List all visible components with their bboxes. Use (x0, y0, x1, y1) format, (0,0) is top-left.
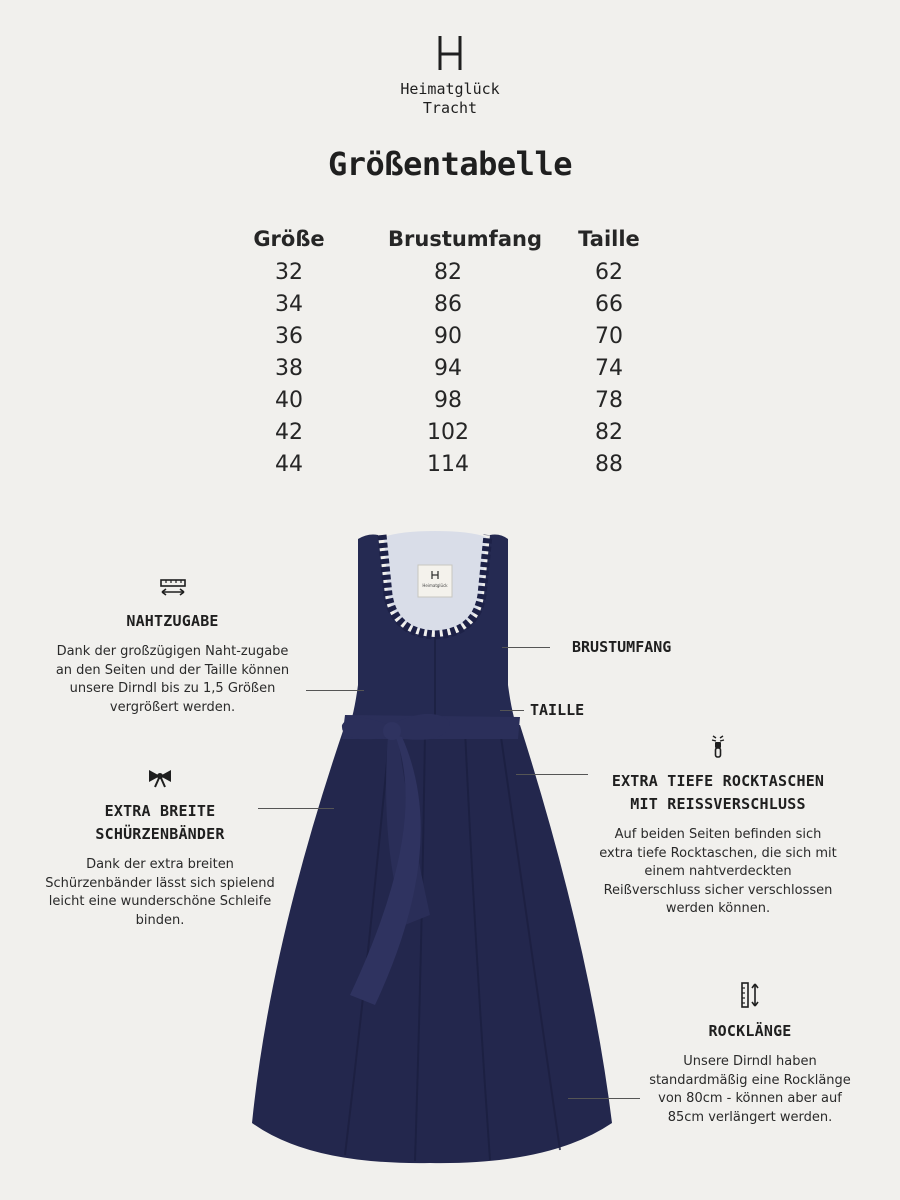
bow-icon (147, 768, 173, 788)
brand-h-icon (435, 34, 465, 72)
feature-description: Dank der extra breiten Schürzenbänder lässt sich spielend leicht eine wunderschöne Schleife binden. (45, 857, 275, 928)
waist-cell: 82 (595, 419, 623, 445)
garment-label (418, 565, 452, 597)
ruler-arrows-icon (159, 578, 187, 598)
size-cell: 32 (275, 259, 303, 285)
size-cell: 34 (275, 291, 303, 317)
table-row (190, 384, 710, 416)
apron-bow-knot (383, 722, 401, 740)
feature-description: Unsere Dirndl haben standardmäßig eine Rocklänge von 80cm - können aber auf 85cm verlängert werden. (649, 1054, 851, 1125)
table-row (190, 288, 710, 320)
size-cell: 36 (275, 323, 303, 349)
size-cell: 40 (275, 387, 303, 413)
vertical-ruler-icon (740, 982, 760, 1008)
feature-title: ROCKLÄNGE (708, 1022, 792, 1040)
bust-cell: 98 (434, 387, 462, 413)
size-cell: 44 (275, 451, 303, 477)
brand-logo-mark (0, 34, 900, 76)
feature-nahtzugabe (55, 578, 290, 717)
bust-cell: 102 (427, 419, 469, 445)
waist-cell: 70 (595, 323, 623, 349)
table-header-row (190, 222, 710, 256)
feature-title-line1: EXTRA BREITE (104, 802, 216, 820)
size-cell: 38 (275, 355, 303, 381)
waist-cell: 74 (595, 355, 623, 381)
feature-description: Auf beiden Seiten befinden sich extra tiefe Rocktaschen, die sich mit einem nahtverdeckten Reißverschluss sicher verschlossen werden können. (599, 827, 837, 916)
size-table (190, 222, 710, 480)
size-cell: 42 (275, 419, 303, 445)
table-row (190, 448, 710, 480)
bust-cell: 114 (427, 451, 469, 477)
label-taille: TAILLE (530, 701, 585, 719)
dress-skirt (252, 725, 612, 1163)
bust-cell: 86 (434, 291, 462, 317)
waist-cell: 78 (595, 387, 623, 413)
label-brustumfang: BRUSTUMFANG (572, 638, 672, 656)
column-header-waist: Taille (578, 227, 640, 251)
dirndl-illustration (250, 525, 620, 1165)
feature-title-line1: EXTRA TIEFE ROCKTASCHEN (611, 772, 825, 790)
leader-line-brustumfang (502, 647, 550, 648)
brand-name-line1: Heimatglück (400, 80, 500, 98)
column-header-bust: Brustumfang (388, 227, 542, 251)
table-row (190, 320, 710, 352)
column-header-size: Größe (253, 227, 325, 251)
table-row (190, 352, 710, 384)
garment-label-brand: Heimatglück (422, 583, 448, 588)
brand-name (0, 80, 900, 118)
feature-rocktaschen (598, 734, 838, 919)
leader-line-rocktaschen (516, 774, 588, 775)
table-row (190, 416, 710, 448)
table-row (190, 256, 710, 288)
bust-cell: 94 (434, 355, 462, 381)
feature-description: Dank der großzügigen Naht-zugabe an den Seiten und der Taille können unsere Dirndl bis zu 1,5 Größen vergrößert werden. (55, 644, 290, 715)
zipper-icon (708, 734, 728, 758)
leader-line-nahtzugabe (306, 690, 364, 691)
leader-line-rocklaenge (568, 1098, 640, 1099)
page-title: Größentabelle (328, 145, 572, 183)
brand-name-line2: Tracht (422, 99, 478, 117)
waist-cell: 66 (595, 291, 623, 317)
waist-cell: 88 (595, 451, 623, 477)
bust-cell: 82 (434, 259, 462, 285)
bust-cell: 90 (434, 323, 462, 349)
feature-rocklaenge (640, 982, 860, 1127)
feature-title-line2: MIT REISSVERSCHLUSS (630, 795, 806, 813)
feature-title-line2: SCHÜRZENBÄNDER (95, 825, 225, 843)
feature-title: NAHTZUGABE (126, 612, 219, 630)
feature-schuerzenbaender (40, 768, 280, 930)
leader-line-taille (500, 710, 524, 711)
waist-cell: 62 (595, 259, 623, 285)
